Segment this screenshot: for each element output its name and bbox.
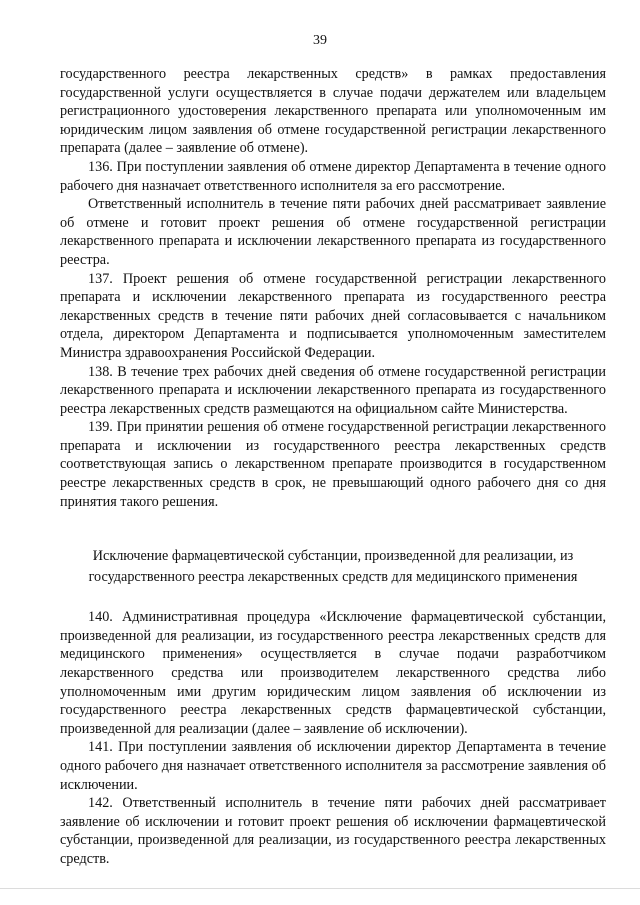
paragraph-141: 141. При поступлении заявления об исключении директор Департамента в течение одного рабочего дня назначает ответственного исполнителя за рассмотрение заявления об исключении. xyxy=(60,739,606,793)
paragraph-139: 139. При принятии решения об отмене государственной регистрации лекарственного препарата и исключении из государственного реестра лекарственных средств соответствующая запись о лекарственном препарате производится в государственном реестре лекарственных средств в срок, не превышающий одного рабочего дня со дня принятия такого решения. xyxy=(60,419,606,510)
paragraph-140: 140. Административная процедура «Исключение фармацевтической субстанции, произведенной для реализации, из государственного реестра лекарственных средств для медицинского применения» осуществляется в случае подачи разработчиком лекарственного средства или производителем лекарственного средства либо уполномоченным ими другим юридическим лицом заявления об исключении из государственного реестра лекарственных средств фармацевтической субстанции, произведенной для реализации (далее – заявление об исключении). xyxy=(60,609,606,737)
paragraph-137: 137. Проект решения об отмене государственной регистрации лекарственного препарата и исключении лекарственного препарата из государственного реестра лекарственных средств в течение пяти рабочих дней согласовывается с начальником отдела, директором Департамента и подписывается уполномоченным заместителем Министра здравоохранения Российской Федерации. xyxy=(60,270,606,361)
page-bottom-edge xyxy=(0,888,640,889)
page-number: 39 xyxy=(313,33,327,48)
section-heading: Исключение фармацевтической субстанции, произведенной для реализации, из государственного реестра лекарственных средств для медицинского применения xyxy=(88,548,578,586)
paragraph-continuation: государственного реестра лекарственных средств» в рамках предоставления государственной услуги осуществляется в случае подачи держателем или владельцем регистрационного удостоверения лекарственного препарата или уполномоченным им юридическим лицом заявления об отмене государственной регистрации лекарственного препарата (далее – заявление об отмене). xyxy=(60,66,606,157)
paragraph-136: 136. При поступлении заявления об отмене директор Департамента в течение одного рабочего дня назначает ответственного исполнителя за его рассмотрение. xyxy=(60,158,606,194)
paragraph-136-responsible: Ответственный исполнитель в течение пяти рабочих дней рассматривает заявление об отмене и готовит проект решения об отмене государственной регистрации лекарственного препарата и исключении лекарственного препарата из государственного реестра. xyxy=(60,196,606,268)
paragraph-142: 142. Ответственный исполнитель в течение пяти рабочих дней рассматривает заявление об исключении и готовит проект решения об исключении фармацевтической субстанции, произведенной для реализации, из государственного реестра лекарственных средств. xyxy=(60,795,606,867)
document-body xyxy=(60,65,606,869)
paragraph-138: 138. В течение трех рабочих дней сведения об отмене государственной регистрации лекарственного препарата и исключении лекарственного препарата из государственного реестра лекарственных средств размещаются на официальном сайте Министерства. xyxy=(60,363,606,417)
